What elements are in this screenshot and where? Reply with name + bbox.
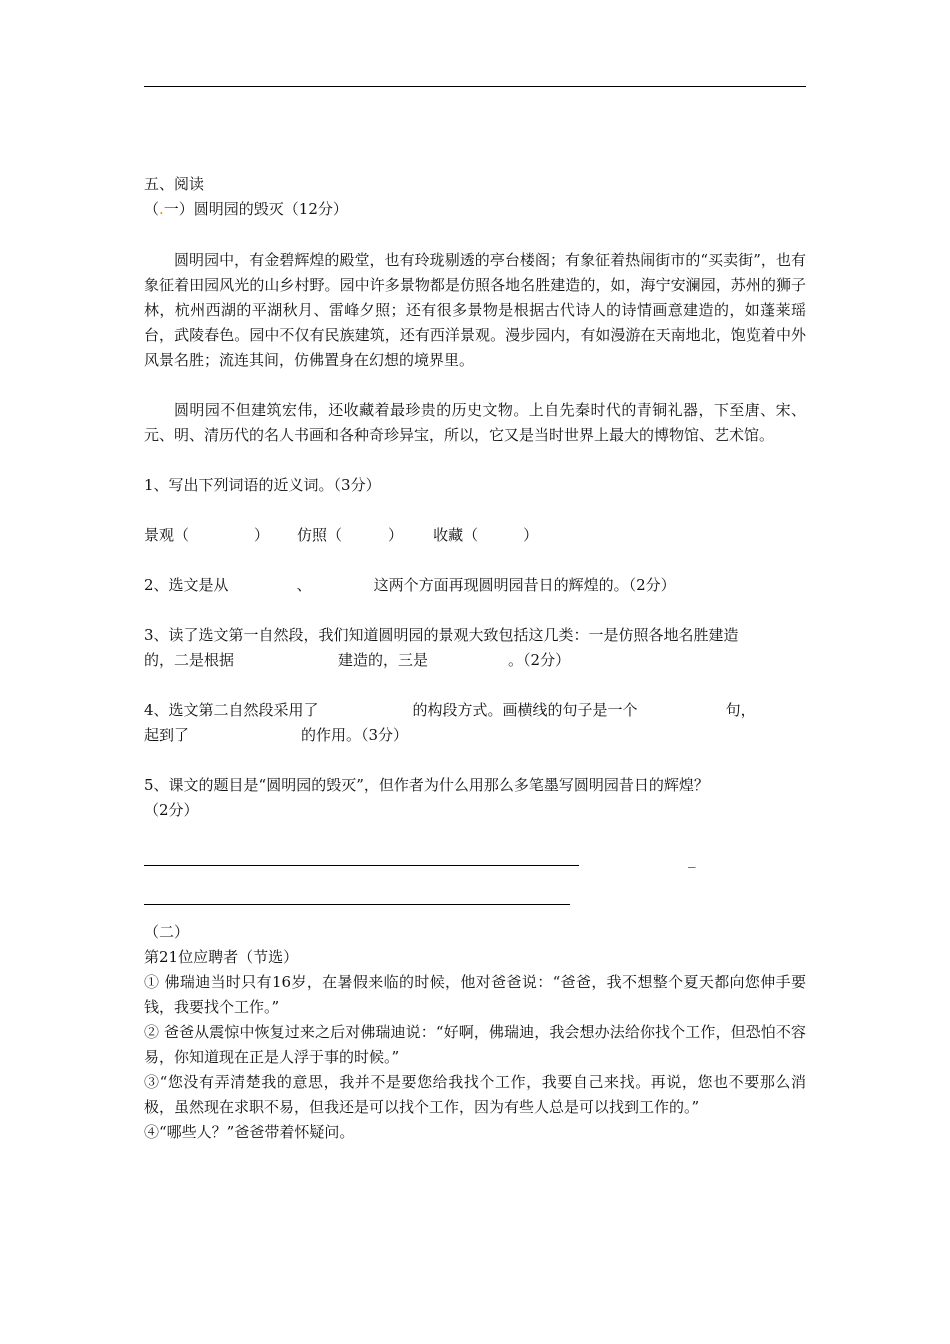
section-title: 五、阅读 xyxy=(144,175,205,193)
header-rule xyxy=(144,86,806,87)
part2-paragraph-2: ② 爸爸从震惊中恢复过来之后对佛瑞迪说：“好啊，佛瑞迪，我会想办法给你找个工作，但恐怕不容易，你知道现在正是人浮于事的时候。” xyxy=(144,1023,806,1066)
word-shoucang: 收藏（ xyxy=(433,526,479,544)
part2-paragraph-1: ① 佛瑞迪当时只有16岁，在暑假来临的时候，他对爸爸说：“爸爸，我不想整个夏天都向您伸手要钱，我要找个工作。” xyxy=(144,973,806,1016)
question-1-words: 景观（ ） 仿照（ ） 收藏（ ） xyxy=(144,526,539,544)
word-jingguan: 景观（ xyxy=(144,526,190,544)
answer-underline-2[interactable] xyxy=(144,890,570,905)
passage-paragraph-2: 圆明园不但建筑宏伟，还收藏着最珍贵的历史文物。上自先秦时代的青铜礼器，下至唐、宋、元、明、清历代的名人书画和各种奇珍异宝，所以，它又是当时世界上最大的博物馆、艺术馆。 xyxy=(144,401,806,444)
answer-underline-1[interactable] xyxy=(144,851,579,866)
question-3-line-1: 3、读了选文第一自然段，我们知道圆明园的景观大致包括这几类：一是仿照各地名胜建造 xyxy=(144,626,739,644)
answer-line-2 xyxy=(144,898,806,923)
passage-paragraph-1: 圆明园中，有金碧辉煌的殿堂，也有玲珑剔透的亭台楼阁；有象征着热闹街市的“买卖街”，也有象征着田园风光的山乡村野。园中许多景物都是仿照各地名胜建造的，如，海宁安澜园，苏州的狮子林，杭州西湖的平湖秋月、雷峰夕照；还有很多景物是根据古代诗人的诗情画意建造的，如蓬莱瑶台，武陵春色。园中不仅有民族建筑，还有西洋景观。漫步园内，有如漫游在天南地北，饱览着中外风景名胜；流连其间，仿佛置身在幻想的境界里。 xyxy=(144,251,806,369)
part2-heading: （二） xyxy=(144,923,190,941)
question-5-line-1: 5、课文的题目是“圆明园的毁灭”，但作者为什么用那么多笔墨写圆明园昔日的辉煌？ xyxy=(144,776,709,794)
part2-paragraph-4: ④“哪些人？”爸爸带着怀疑问。 xyxy=(144,1123,355,1141)
question-5-line-2: （2分） xyxy=(144,801,199,819)
part2-title: 第21位应聘者（节选） xyxy=(144,948,299,966)
part2-paragraph-3: ③“您没有弄清楚我的意思，我并不是要您给我找个工作，我要自己来找。再说，您也不要那么消极，虽然现在求职不易，但我还是可以找个工作，因为有些人总是可以找到工作的。” xyxy=(144,1073,806,1116)
question-4-line-2: 起到了 的作用。（3分） xyxy=(144,726,409,744)
word-fangzhao: 仿照（ xyxy=(297,526,343,544)
heading-dot: . xyxy=(159,200,164,218)
question-4-line-1: 4、选文第二自然段采用了 的构段方式。画横线的句子是一个 句， xyxy=(144,701,756,719)
document-body xyxy=(144,172,806,1145)
question-1: 1、写出下列词语的近义词。（3分） xyxy=(144,476,381,494)
question-2: 2、选文是从 、 这两个方面再现圆明园昔日的辉煌的。（2分） xyxy=(144,576,676,594)
answer-dash: _ xyxy=(688,850,696,868)
question-3-line-2: 的，二是根据 建造的，三是 。（2分） xyxy=(144,651,571,669)
part1-heading: （.一）圆明园的毁灭（12分） xyxy=(144,200,348,218)
answer-line-1 xyxy=(144,851,806,876)
